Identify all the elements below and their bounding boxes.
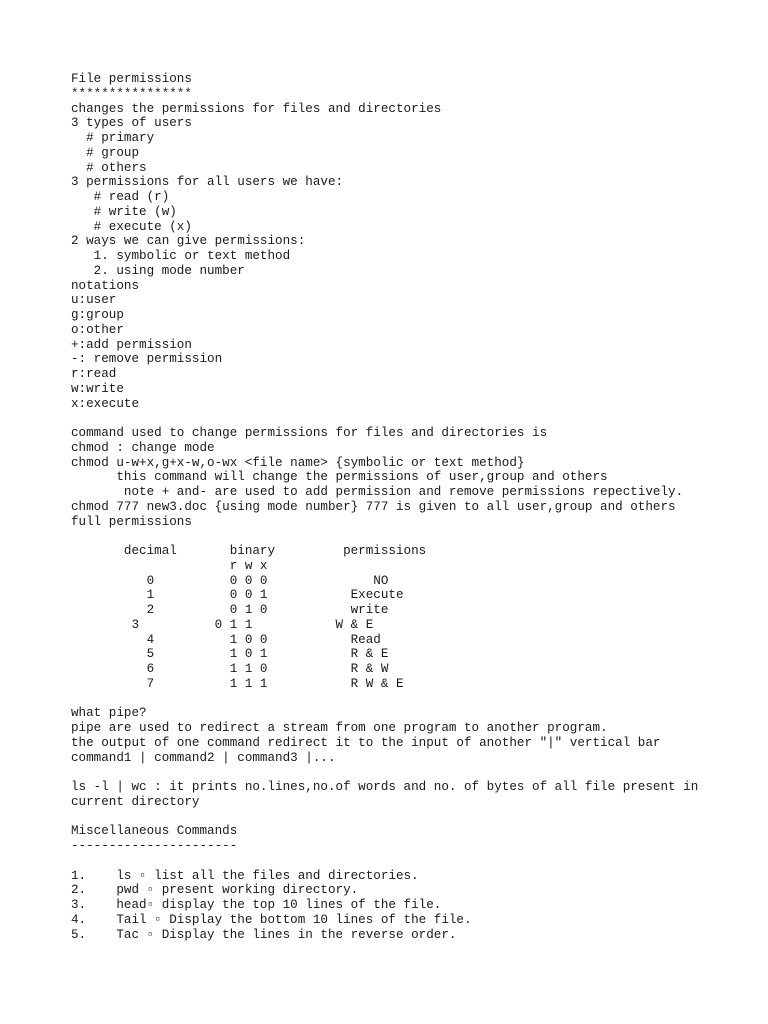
text-line: -: remove permission [71, 352, 223, 367]
text-line: Miscellaneous Commands [71, 824, 238, 839]
text-line: 2 ways we can give permissions: [71, 234, 306, 249]
text-line: File permissions [71, 72, 192, 86]
text-line: u:user [71, 293, 117, 308]
blank-line [71, 529, 698, 544]
text-line: pipe are used to redirect a stream from one program to another program. [71, 721, 608, 735]
text-line: current directory [71, 794, 200, 809]
text-line: +:add permission [71, 337, 192, 352]
text-line: 1 0 0 1 Execute [71, 588, 404, 603]
text-line: 5 1 0 1 R & E [71, 647, 389, 662]
text-line: changes the permissions for files and directories [71, 101, 442, 116]
text-line: w:write [71, 381, 124, 396]
blank-line [71, 854, 698, 869]
text-line: # execute (x) [71, 219, 192, 234]
text-line: 0 0 0 0 NO [71, 573, 389, 588]
text-line: 5. Tac ▫ Display the lines in the reverse order. [71, 927, 457, 942]
text-line: 4 1 0 0 Read [71, 632, 381, 647]
text-line: the output of one command redirect it to the input of another "|" vertical bar [71, 735, 661, 750]
text-line: 1. symbolic or text method [71, 249, 291, 263]
text-line: r w x [71, 558, 268, 573]
text-line: 6 1 1 0 R & W [71, 662, 389, 676]
text-line: r:read [71, 367, 117, 381]
document-page [71, 72, 698, 942]
text-line: 3. head▫ display the top 10 lines of the file. [71, 898, 442, 912]
text-line: ---------------------- [71, 839, 238, 853]
text-line: decimal binary permissions [71, 544, 427, 558]
text-line: 2. using mode number [71, 263, 245, 278]
text-line: what pipe? [71, 706, 147, 721]
text-line: # write (w) [71, 204, 177, 219]
text-line: x:execute [71, 396, 140, 411]
text-line: 7 1 1 1 R W & E [71, 676, 404, 691]
text-line: # group [71, 145, 140, 160]
text-line: # read (r) [71, 190, 170, 204]
text-line: notations [71, 278, 140, 293]
text-line: 3 types of users [71, 116, 192, 131]
blank-line [71, 765, 698, 780]
text-line: o:other [71, 322, 124, 337]
text-line: command used to change permissions for files and directories is [71, 426, 548, 440]
text-line: # primary [71, 131, 155, 145]
text-line: 3 permissions for all users we have: [71, 175, 344, 190]
text-line: 2 0 1 0 write [71, 603, 389, 617]
text-line: note + and- are used to add permission and remove permissions repectively. [71, 485, 684, 499]
text-line: chmod u-w+x,g+x-w,o-wx <file name> {symbolic or text method} [71, 455, 525, 470]
text-line: full permissions [71, 514, 192, 529]
text-line: ls -l | wc : it prints no.lines,no.of words and no. of bytes of all file present in [71, 780, 699, 794]
text-line: 3 0 1 1 W & E [71, 617, 374, 632]
text-line: command1 | command2 | command3 |... [71, 750, 336, 765]
text-line: chmod 777 new3.doc {using mode number} 777 is given to all user,group and others [71, 499, 676, 514]
text-line: 1. ls ▫ list all the files and directories. [71, 868, 419, 883]
text-line: # others [71, 160, 147, 175]
text-line: chmod : change mode [71, 440, 215, 455]
text-line: 4. Tail ▫ Display the bottom 10 lines of the file. [71, 912, 472, 927]
text-line: this command will change the permissions of user,group and others [71, 470, 608, 485]
blank-line [71, 411, 698, 426]
text-line: 2. pwd ▫ present working directory. [71, 883, 359, 898]
text-line: **************** [71, 86, 192, 101]
blank-line [71, 692, 698, 707]
text-line: g:group [71, 308, 124, 322]
blank-line [71, 810, 698, 825]
